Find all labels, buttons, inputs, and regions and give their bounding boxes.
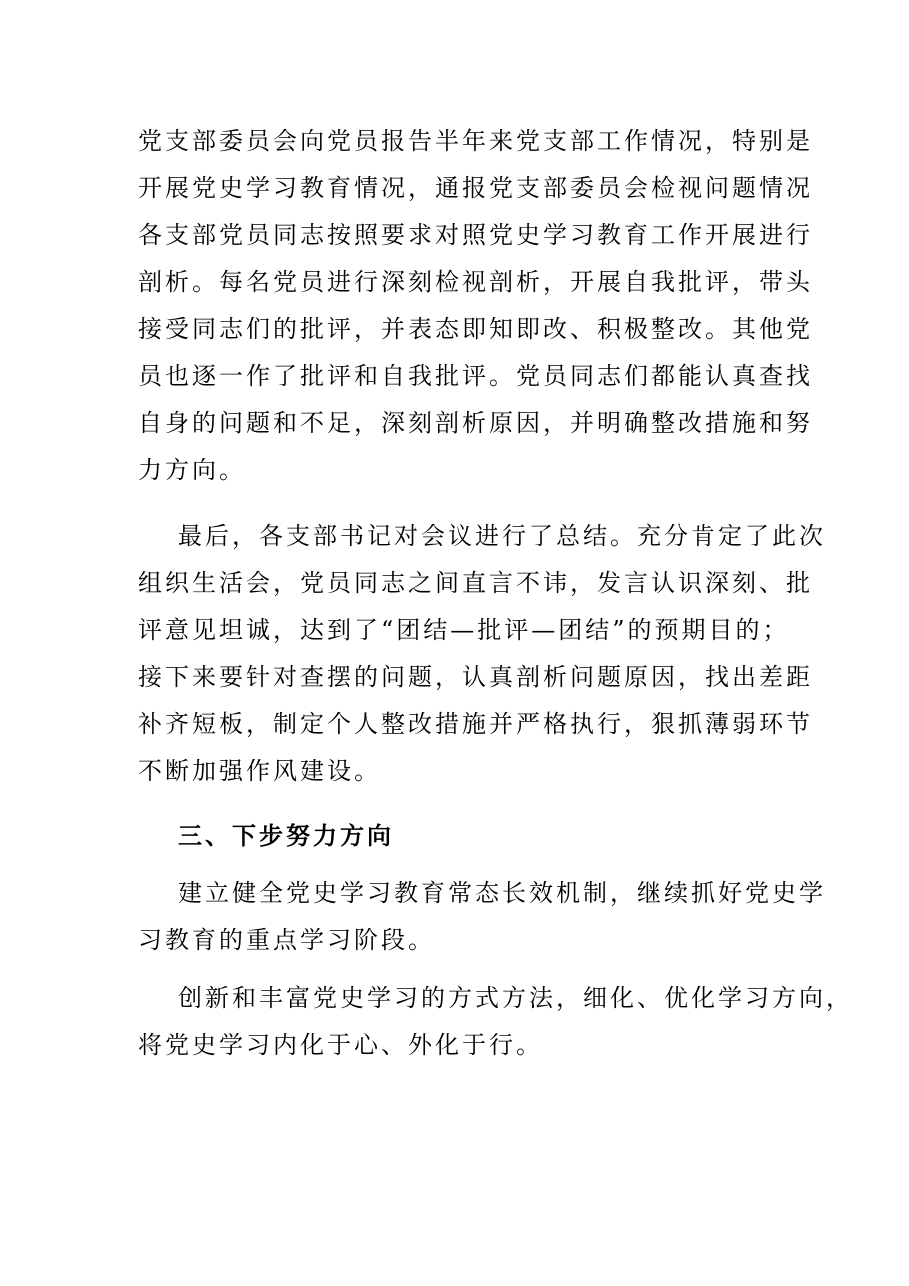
paragraph-innovation: [138, 975, 853, 1069]
section-heading-text: 三、下步努力方向: [178, 822, 394, 850]
paragraph-party-committee-report: [138, 118, 813, 494]
text-line: 剖析。每名党员进行深刻检视剖析，开展自我批评，带头: [138, 268, 813, 296]
text-line: 将党史学习内化于心、外化于行。: [138, 1031, 543, 1059]
text-line: 开展党史学习教育情况，通报党支部委员会检视问题情况: [138, 174, 813, 202]
text-line: 接受同志们的批评，并表态即知即改、积极整改。其他党: [138, 315, 813, 343]
section-heading: [138, 813, 788, 860]
text-line: 评意见坦诚，达到了“团结—批评—团结”的预期目的；: [138, 616, 790, 644]
paragraph-summary: [138, 513, 826, 795]
text-line: 力方向。: [138, 456, 246, 484]
paragraph-mechanism: [138, 870, 826, 964]
text-line: 自身的问题和不足，深刻剖析原因，并明确整改措施和努: [138, 409, 813, 437]
text-line: 党支部委员会向党员报告半年来党支部工作情况，特别是: [138, 127, 813, 155]
text-line: 最后，各支部书记对会议进行了总结。充分肯定了此次: [178, 522, 826, 550]
text-line: 创新和丰富党史学习的方式方法，细化、优化学习方向，: [178, 984, 853, 1012]
text-line: 习教育的重点学习阶段。: [138, 926, 435, 954]
text-line: 不断加强作风建设。: [138, 757, 381, 785]
text-line: 各支部党员同志按照要求对照党史学习教育工作开展进行: [138, 221, 813, 249]
text-line: 员也逐一作了批评和自我批评。党员同志们都能认真查找: [138, 362, 813, 390]
text-line: 补齐短板，制定个人整改措施并严格执行，狠抓薄弱环节: [138, 710, 813, 738]
text-line: 接下来要针对查摆的问题，认真剖析问题原因，找出差距: [138, 663, 813, 691]
text-line: 建立健全党史学习教育常态长效机制，继续抓好党史学: [178, 879, 826, 907]
text-line: 组织生活会，党员同志之间直言不讳，发言认识深刻、批: [138, 569, 813, 597]
